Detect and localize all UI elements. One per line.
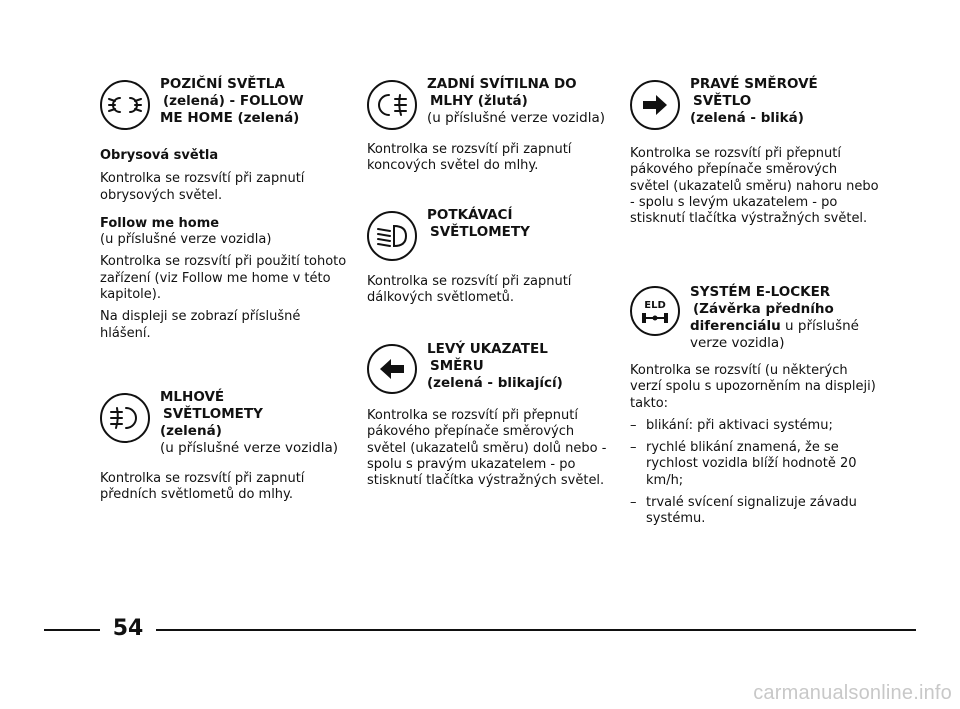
watermark: carmanualsonline.info — [753, 682, 952, 704]
elocker-body: Kontrolka se rozsvítí (u některých verzí spolu s upozorněním na displeji) takto: – blikání: při aktivaci systému; – rychlé blikání znamená, že se rychlost vozidla blíží hodnotě 20 km/h; – trvalé svícení signalizuje závadu systému. — [630, 363, 880, 534]
low-beam-title: POTKÁVACÍ SVĚTLOMETY — [427, 207, 530, 240]
position-lights-title: POZIČNÍ SVĚTLA (zelená) - FOLLOW ME HOME (zelená) — [160, 76, 304, 126]
fog-lights-title: MLHOVÉ SVĚTLOMETY (zelená) (u příslušné verze vozidla) — [160, 389, 338, 456]
page-number: 54 — [112, 616, 144, 641]
footer-rule-left — [44, 629, 100, 631]
left-turn-body: Kontrolka se rozsvítí při přepnutí pákového přepínače směrových světel (ukazatelů směru) dolů nebo - spolu s pravým ukazatelem - po stisknutí tlačítka výstražných světel. — [367, 408, 607, 489]
elocker-icon — [630, 286, 680, 336]
list-item: – rychlé blikání znamená, že se rychlost vozidla blíží hodnotě 20 km/h; — [630, 440, 857, 488]
right-turn-body: Kontrolka se rozsvítí při přepnutí pákového přepínače směrových světel (ukazatelů směru) nahoru nebo - spolu s levým ukazatelem - po stisknutí tlačítka výstražných světel. — [630, 146, 879, 227]
elocker-list — [630, 418, 880, 528]
fog-lights-body: Kontrolka se rozsvítí při zapnutí předních světlometů do mlhy. — [100, 471, 305, 503]
low-beam-icon — [367, 211, 417, 261]
elocker-title: SYSTÉM E-LOCKER (Závěrka předního diferenciálu u příslušné verze vozidla) — [690, 284, 859, 351]
rear-fog-light-icon — [367, 80, 417, 130]
front-fog-lights-icon — [100, 393, 150, 443]
right-turn-title: PRAVÉ SMĚROVÉ SVĚTLO (zelená - bliká) — [690, 76, 818, 126]
left-turn-arrow-icon — [367, 344, 417, 394]
rear-fog-title: ZADNÍ SVÍTILNA DO MLHY (žlutá) (u příslušné verze vozidla) — [427, 76, 605, 126]
position-lights-body: Obrysová světla Kontrolka se rozsvítí při zapnutí obrysových světel. Follow me home (u příslušné verze vozidla) Kontrolka se rozsvítí při použití tohoto zařízení (viz Follow me home v této kapitole). Na displeji se zobrazí příslušné hlášení. — [100, 148, 347, 341]
list-item: – trvalé svícení signalizuje závadu systému. — [630, 495, 857, 527]
right-turn-arrow-icon — [630, 80, 680, 130]
left-turn-title: LEVÝ UKAZATEL SMĚRU (zelená - blikající) — [427, 341, 563, 391]
low-beam-body: Kontrolka se rozsvítí při zapnutí dálkových světlometů. — [367, 274, 572, 306]
elocker-icon-label: ELD — [644, 299, 666, 311]
footer-rule-right — [156, 629, 916, 631]
rear-fog-body: Kontrolka se rozsvítí při zapnutí koncových světel do mlhy. — [367, 142, 572, 174]
position-lights-icon — [100, 80, 150, 130]
list-item: – blikání: při aktivaci systému; — [630, 417, 833, 433]
